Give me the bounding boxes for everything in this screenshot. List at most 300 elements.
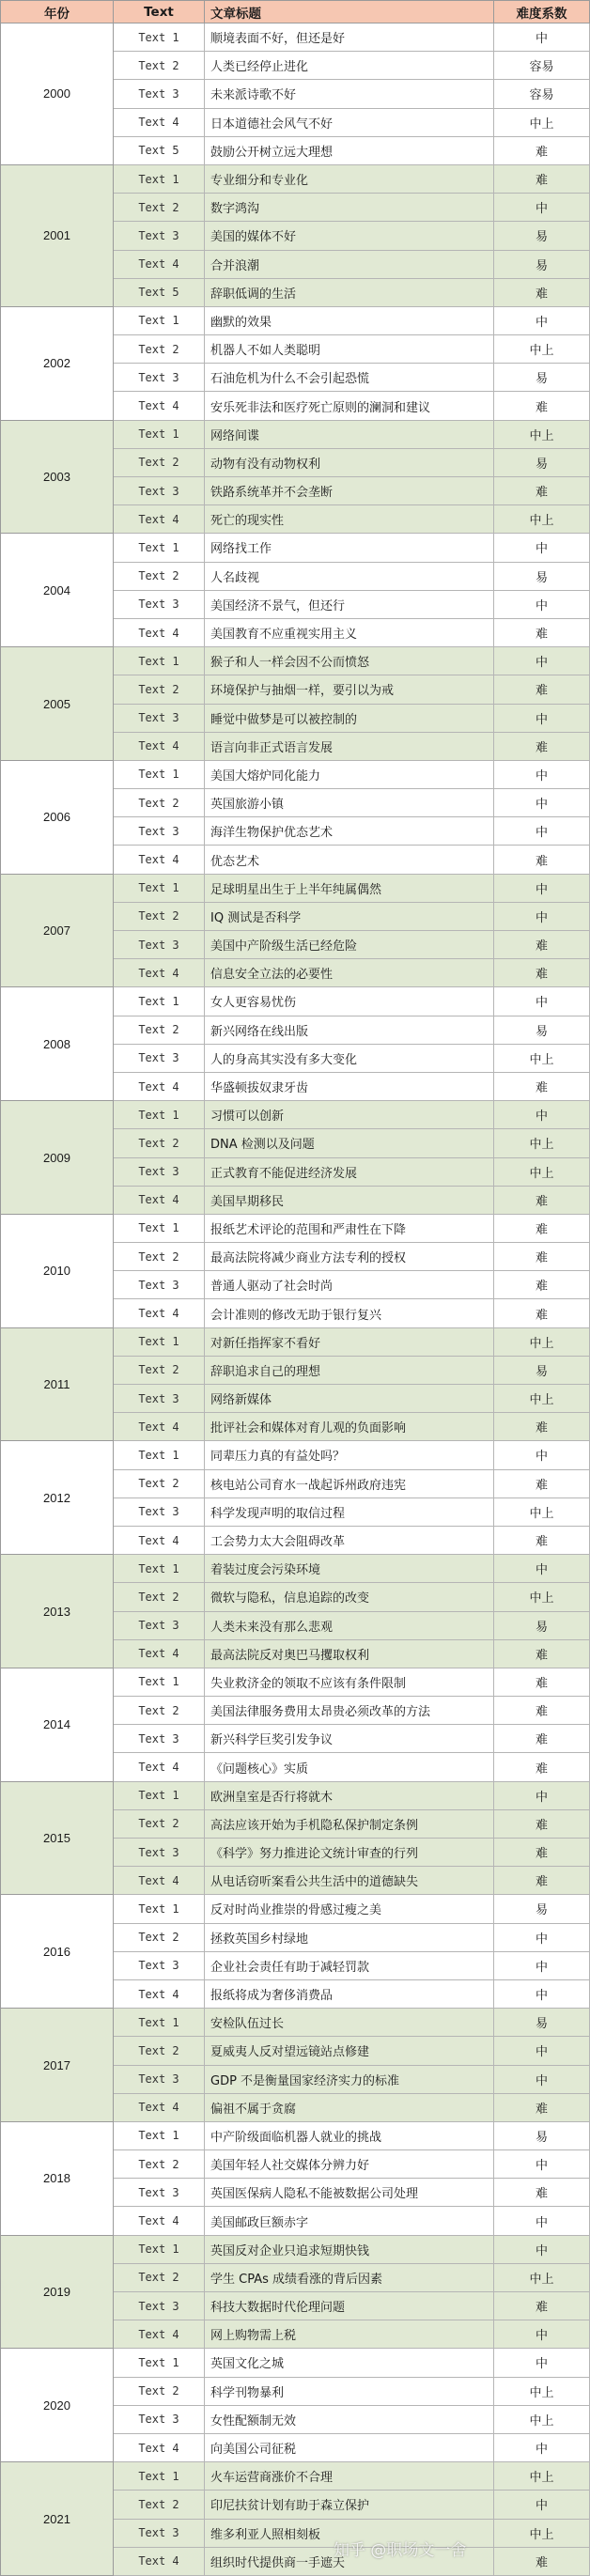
difficulty-cell: 易 bbox=[494, 1611, 590, 1639]
difficulty-cell: 中 bbox=[494, 2235, 590, 2263]
year-cell: 2005 bbox=[1, 647, 114, 761]
year-cell: 2000 bbox=[1, 23, 114, 165]
difficulty-cell: 中上 bbox=[494, 505, 590, 534]
difficulty-cell: 难 bbox=[494, 618, 590, 646]
year-cell: 2006 bbox=[1, 760, 114, 874]
text-cell: Text 1 bbox=[114, 1668, 205, 1696]
title-cell: 报纸将成为奢侈消费品 bbox=[205, 1979, 494, 2008]
difficulty-cell: 中 bbox=[494, 2491, 590, 2519]
difficulty-cell: 中 bbox=[494, 760, 590, 788]
title-cell: 工会势力太大会阻碍改革 bbox=[205, 1526, 494, 1554]
difficulty-cell: 难 bbox=[494, 392, 590, 420]
difficulty-cell: 中上 bbox=[494, 1583, 590, 1611]
title-cell: 欧洲皇室是否行将就木 bbox=[205, 1781, 494, 1809]
difficulty-cell: 难 bbox=[494, 1413, 590, 1441]
text-cell: Text 2 bbox=[114, 335, 205, 364]
difficulty-cell: 中 bbox=[494, 902, 590, 930]
text-cell: Text 2 bbox=[114, 2263, 205, 2291]
difficulty-cell: 易 bbox=[494, 222, 590, 250]
title-cell: 《问题核心》实质 bbox=[205, 1753, 494, 1781]
difficulty-cell: 易 bbox=[494, 2009, 590, 2037]
title-cell: GDP 不是衡量国家经济实力的标准 bbox=[205, 2065, 494, 2093]
title-cell: 美国教育不应重视实用主义 bbox=[205, 618, 494, 646]
year-cell: 2009 bbox=[1, 1101, 114, 1215]
title-cell: 英国反对企业只追求短期快钱 bbox=[205, 2235, 494, 2263]
text-cell: Text 1 bbox=[114, 23, 205, 52]
text-cell: Text 3 bbox=[114, 477, 205, 505]
table-row bbox=[1, 2235, 590, 2263]
title-cell: 着装过度会污染环境 bbox=[205, 1555, 494, 1583]
text-cell: Text 4 bbox=[114, 1753, 205, 1781]
text-cell: Text 3 bbox=[114, 2519, 205, 2547]
difficulty-cell: 中 bbox=[494, 647, 590, 675]
text-cell: Text 4 bbox=[114, 250, 205, 278]
title-cell: 向美国公司征税 bbox=[205, 2433, 494, 2461]
difficulty-cell: 中上 bbox=[494, 2405, 590, 2433]
header-difficulty: 难度系数 bbox=[494, 1, 590, 23]
table-row bbox=[1, 1668, 590, 1696]
text-cell: Text 4 bbox=[114, 618, 205, 646]
table-row bbox=[1, 420, 590, 448]
text-cell: Text 3 bbox=[114, 2292, 205, 2320]
text-cell: Text 1 bbox=[114, 760, 205, 788]
text-cell: Text 2 bbox=[114, 1809, 205, 1838]
title-cell: 美国年轻人社交媒体分辨力好 bbox=[205, 2150, 494, 2179]
title-cell: 拯救英国乡村绿地 bbox=[205, 1923, 494, 1951]
title-cell: 最高法院反对奥巴马攫取权利 bbox=[205, 1639, 494, 1668]
difficulty-cell: 中 bbox=[494, 534, 590, 562]
text-cell: Text 3 bbox=[114, 1951, 205, 1979]
title-cell: 女人更容易忧伤 bbox=[205, 987, 494, 1016]
difficulty-cell: 中 bbox=[494, 1951, 590, 1979]
year-cell: 2017 bbox=[1, 2009, 114, 2122]
title-cell: 对新任指挥家不看好 bbox=[205, 1327, 494, 1356]
difficulty-cell: 中上 bbox=[494, 2377, 590, 2405]
title-cell: 科技大数据时代伦理问题 bbox=[205, 2292, 494, 2320]
title-cell: 美国的媒体不好 bbox=[205, 222, 494, 250]
text-cell: Text 2 bbox=[114, 675, 205, 704]
difficulty-cell: 易 bbox=[494, 364, 590, 392]
text-cell: Text 2 bbox=[114, 448, 205, 476]
text-cell: Text 1 bbox=[114, 647, 205, 675]
title-cell: 科学发现声明的取信过程 bbox=[205, 1497, 494, 1526]
difficulty-cell: 难 bbox=[494, 1639, 590, 1668]
title-cell: 足球明星出生于上半年纯属偶然 bbox=[205, 874, 494, 902]
table-row bbox=[1, 1555, 590, 1583]
text-cell: Text 4 bbox=[114, 1867, 205, 1895]
text-cell: Text 2 bbox=[114, 1356, 205, 1384]
title-cell: 美国大熔炉同化能力 bbox=[205, 760, 494, 788]
text-cell: Text 1 bbox=[114, 2462, 205, 2491]
text-cell: Text 1 bbox=[114, 1895, 205, 1923]
difficulty-cell: 中上 bbox=[494, 1157, 590, 1186]
difficulty-cell: 中 bbox=[494, 1979, 590, 2008]
table-row bbox=[1, 1441, 590, 1469]
title-cell: 安乐死非法和医疗死亡原则的澜洞和建议 bbox=[205, 392, 494, 420]
year-cell: 2019 bbox=[1, 2235, 114, 2349]
title-cell: 网络找工作 bbox=[205, 534, 494, 562]
difficulty-cell: 中 bbox=[494, 874, 590, 902]
text-cell: Text 4 bbox=[114, 1072, 205, 1100]
title-cell: 机器人不如人类聪明 bbox=[205, 335, 494, 364]
title-cell: 夏威夷人反对望远镜站点修建 bbox=[205, 2037, 494, 2065]
difficulty-cell: 中 bbox=[494, 2065, 590, 2093]
difficulty-cell: 中上 bbox=[494, 1327, 590, 1356]
title-cell: 顺境表面不好，但还是好 bbox=[205, 23, 494, 52]
title-cell: 中产阶级面临机器人就业的挑战 bbox=[205, 2121, 494, 2149]
title-cell: 优态艺术 bbox=[205, 846, 494, 874]
difficulty-cell: 中 bbox=[494, 1555, 590, 1583]
title-cell: 动物有没有动物权利 bbox=[205, 448, 494, 476]
title-cell: DNA 检测以及问题 bbox=[205, 1129, 494, 1157]
difficulty-cell: 易 bbox=[494, 2121, 590, 2149]
title-cell: 幽默的效果 bbox=[205, 306, 494, 334]
table-row bbox=[1, 164, 590, 193]
text-cell: Text 4 bbox=[114, 846, 205, 874]
difficulty-cell: 中上 bbox=[494, 2519, 590, 2547]
title-cell: 微软与隐私，信息追踪的改变 bbox=[205, 1583, 494, 1611]
table-row bbox=[1, 647, 590, 675]
text-cell: Text 3 bbox=[114, 222, 205, 250]
text-cell: Text 1 bbox=[114, 2235, 205, 2263]
header-title: 文章标题 bbox=[205, 1, 494, 23]
text-cell: Text 3 bbox=[114, 1271, 205, 1299]
difficulty-cell: 难 bbox=[494, 1809, 590, 1838]
title-cell: 报纸艺术评论的范围和严肃性在下降 bbox=[205, 1214, 494, 1242]
title-cell: 维多利亚人照相刻板 bbox=[205, 2519, 494, 2547]
title-cell: 未来派诗歌不好 bbox=[205, 80, 494, 108]
title-cell: 美国中产阶级生活已经危险 bbox=[205, 931, 494, 959]
text-cell: Text 2 bbox=[114, 194, 205, 222]
difficulty-cell: 易 bbox=[494, 1356, 590, 1384]
table-body bbox=[1, 23, 590, 2576]
text-cell: Text 1 bbox=[114, 987, 205, 1016]
difficulty-cell: 难 bbox=[494, 675, 590, 704]
text-cell: Text 4 bbox=[114, 392, 205, 420]
title-cell: 高法应该开始为手机隐私保护制定条例 bbox=[205, 1809, 494, 1838]
title-cell: 正式教育不能促进经济发展 bbox=[205, 1157, 494, 1186]
text-cell: Text 3 bbox=[114, 1497, 205, 1526]
header-row bbox=[1, 1, 590, 23]
difficulty-cell: 中上 bbox=[494, 1385, 590, 1413]
title-cell: 美国经济不景气，但还行 bbox=[205, 590, 494, 618]
title-cell: 新兴网络在线出版 bbox=[205, 1016, 494, 1044]
year-cell: 2018 bbox=[1, 2121, 114, 2235]
text-cell: Text 3 bbox=[114, 80, 205, 108]
text-cell: Text 1 bbox=[114, 2121, 205, 2149]
text-cell: Text 1 bbox=[114, 1214, 205, 1242]
header-year: 年份 bbox=[1, 1, 114, 23]
difficulty-cell: 难 bbox=[494, 1753, 590, 1781]
year-cell: 2020 bbox=[1, 2349, 114, 2462]
difficulty-cell: 难 bbox=[494, 1214, 590, 1242]
title-cell: 学生 CPAs 成绩看涨的背后因素 bbox=[205, 2263, 494, 2291]
text-cell: Text 4 bbox=[114, 2433, 205, 2461]
title-cell: 英国医保病人隐私不能被数据公司处理 bbox=[205, 2179, 494, 2207]
table-row bbox=[1, 2121, 590, 2149]
title-cell: 铁路系统革并不会垄断 bbox=[205, 477, 494, 505]
difficulty-cell: 难 bbox=[494, 2179, 590, 2207]
text-cell: Text 3 bbox=[114, 1725, 205, 1753]
difficulty-cell: 中 bbox=[494, 2150, 590, 2179]
table-row bbox=[1, 534, 590, 562]
difficulty-cell: 中 bbox=[494, 1923, 590, 1951]
title-cell: 网上购物需上税 bbox=[205, 2320, 494, 2349]
title-cell: 华盛顿拔奴隶牙齿 bbox=[205, 1072, 494, 1100]
title-cell: 女性配额制无效 bbox=[205, 2405, 494, 2433]
text-cell: Text 1 bbox=[114, 420, 205, 448]
year-cell: 2013 bbox=[1, 1555, 114, 1668]
text-cell: Text 4 bbox=[114, 1186, 205, 1214]
text-cell: Text 2 bbox=[114, 2491, 205, 2519]
text-cell: Text 2 bbox=[114, 789, 205, 817]
table-row bbox=[1, 874, 590, 902]
text-cell: Text 3 bbox=[114, 2065, 205, 2093]
text-cell: Text 2 bbox=[114, 1129, 205, 1157]
text-cell: Text 1 bbox=[114, 1555, 205, 1583]
text-cell: Text 5 bbox=[114, 278, 205, 306]
difficulty-cell: 中上 bbox=[494, 2263, 590, 2291]
text-cell: Text 3 bbox=[114, 2179, 205, 2207]
title-cell: 人的身高其实没有多大变化 bbox=[205, 1044, 494, 1072]
difficulty-cell: 难 bbox=[494, 1526, 590, 1554]
text-cell: Text 5 bbox=[114, 136, 205, 164]
title-cell: 反对时尚业推崇的骨感过瘦之美 bbox=[205, 1895, 494, 1923]
title-cell: IQ 测试是否科学 bbox=[205, 902, 494, 930]
title-cell: 组织时代提供商一手遮天 bbox=[205, 2547, 494, 2575]
difficulty-cell: 中 bbox=[494, 704, 590, 732]
title-cell: 会计准则的修改无助于银行复兴 bbox=[205, 1299, 494, 1327]
text-cell: Text 1 bbox=[114, 2349, 205, 2377]
difficulty-cell: 难 bbox=[494, 2292, 590, 2320]
title-cell: 同辈压力真的有益处吗？ bbox=[205, 1441, 494, 1469]
difficulty-cell: 中 bbox=[494, 1101, 590, 1129]
title-cell: 核电站公司育水一战起诉州政府违宪 bbox=[205, 1469, 494, 1497]
title-cell: 英国旅游小镇 bbox=[205, 789, 494, 817]
text-cell: Text 4 bbox=[114, 2093, 205, 2121]
title-cell: 美国法律服务费用太昂贵必须改革的方法 bbox=[205, 1697, 494, 1725]
text-cell: Text 3 bbox=[114, 817, 205, 846]
title-cell: 人类已经停止进化 bbox=[205, 52, 494, 80]
text-cell: Text 1 bbox=[114, 164, 205, 193]
text-cell: Text 4 bbox=[114, 1639, 205, 1668]
text-cell: Text 2 bbox=[114, 1923, 205, 1951]
difficulty-cell: 中上 bbox=[494, 1044, 590, 1072]
text-cell: Text 2 bbox=[114, 1697, 205, 1725]
title-cell: 美国邮政巨额赤字 bbox=[205, 2207, 494, 2235]
difficulty-cell: 难 bbox=[494, 2547, 590, 2575]
title-cell: 海洋生物保护优态艺术 bbox=[205, 817, 494, 846]
difficulty-cell: 中 bbox=[494, 2207, 590, 2235]
difficulty-cell: 难 bbox=[494, 1243, 590, 1271]
difficulty-cell: 易 bbox=[494, 1016, 590, 1044]
year-cell: 2021 bbox=[1, 2462, 114, 2576]
text-cell: Text 3 bbox=[114, 590, 205, 618]
title-cell: 语言向非正式语言发展 bbox=[205, 732, 494, 760]
year-cell: 2002 bbox=[1, 306, 114, 420]
difficulty-cell: 中上 bbox=[494, 2462, 590, 2491]
difficulty-cell: 难 bbox=[494, 477, 590, 505]
title-cell: 安检队伍过长 bbox=[205, 2009, 494, 2037]
table-row bbox=[1, 2349, 590, 2377]
difficulty-cell: 难 bbox=[494, 1299, 590, 1327]
difficulty-cell: 难 bbox=[494, 1072, 590, 1100]
year-cell: 2004 bbox=[1, 534, 114, 647]
difficulty-cell: 难 bbox=[494, 2093, 590, 2121]
text-cell: Text 2 bbox=[114, 562, 205, 590]
difficulty-cell: 中上 bbox=[494, 420, 590, 448]
text-cell: Text 3 bbox=[114, 1839, 205, 1867]
difficulty-cell: 中上 bbox=[494, 335, 590, 364]
text-cell: Text 3 bbox=[114, 1044, 205, 1072]
year-cell: 2011 bbox=[1, 1327, 114, 1441]
text-cell: Text 2 bbox=[114, 1469, 205, 1497]
text-cell: Text 4 bbox=[114, 108, 205, 136]
difficulty-cell: 中 bbox=[494, 2320, 590, 2349]
year-cell: 2016 bbox=[1, 1895, 114, 2009]
title-cell: 偏祖不属于贪腐 bbox=[205, 2093, 494, 2121]
difficulty-cell: 难 bbox=[494, 278, 590, 306]
text-cell: Text 3 bbox=[114, 704, 205, 732]
difficulty-cell: 中 bbox=[494, 2037, 590, 2065]
title-cell: 死亡的现实性 bbox=[205, 505, 494, 534]
text-cell: Text 4 bbox=[114, 2207, 205, 2235]
difficulty-cell: 中 bbox=[494, 23, 590, 52]
difficulty-cell: 难 bbox=[494, 1186, 590, 1214]
text-cell: Text 4 bbox=[114, 1299, 205, 1327]
text-cell: Text 2 bbox=[114, 1583, 205, 1611]
text-cell: Text 2 bbox=[114, 2377, 205, 2405]
text-cell: Text 3 bbox=[114, 364, 205, 392]
difficulty-cell: 容易 bbox=[494, 80, 590, 108]
text-cell: Text 1 bbox=[114, 874, 205, 902]
difficulty-cell: 中上 bbox=[494, 1129, 590, 1157]
title-cell: 火车运营商涨价不合理 bbox=[205, 2462, 494, 2491]
difficulty-cell: 难 bbox=[494, 732, 590, 760]
difficulty-cell: 中 bbox=[494, 789, 590, 817]
header-text: Text bbox=[114, 1, 205, 23]
title-cell: 批评社会和媒体对育儿观的负面影响 bbox=[205, 1413, 494, 1441]
text-cell: Text 3 bbox=[114, 931, 205, 959]
title-cell: 最高法院将减少商业方法专利的授权 bbox=[205, 1243, 494, 1271]
text-cell: Text 3 bbox=[114, 1385, 205, 1413]
table-row bbox=[1, 23, 590, 52]
title-cell: 英国文化之城 bbox=[205, 2349, 494, 2377]
text-cell: Text 4 bbox=[114, 2547, 205, 2575]
table-row bbox=[1, 306, 590, 334]
title-cell: 石油危机为什么不会引起恐慌 bbox=[205, 364, 494, 392]
table-row bbox=[1, 1101, 590, 1129]
text-cell: Text 4 bbox=[114, 505, 205, 534]
title-cell: 辞职追求自己的理想 bbox=[205, 1356, 494, 1384]
difficulty-cell: 难 bbox=[494, 1839, 590, 1867]
difficulty-cell: 难 bbox=[494, 1867, 590, 1895]
text-cell: Text 4 bbox=[114, 1413, 205, 1441]
table-row bbox=[1, 1214, 590, 1242]
text-cell: Text 4 bbox=[114, 2320, 205, 2349]
title-cell: 信息安全立法的必要性 bbox=[205, 959, 494, 987]
text-cell: Text 3 bbox=[114, 1611, 205, 1639]
difficulty-cell: 中 bbox=[494, 1441, 590, 1469]
title-cell: 人名歧视 bbox=[205, 562, 494, 590]
table-row bbox=[1, 1895, 590, 1923]
difficulty-cell: 易 bbox=[494, 562, 590, 590]
title-cell: 企业社会责任有助于减轻罚款 bbox=[205, 1951, 494, 1979]
difficulty-cell: 中上 bbox=[494, 1497, 590, 1526]
difficulty-cell: 难 bbox=[494, 846, 590, 874]
title-cell: 网络新媒体 bbox=[205, 1385, 494, 1413]
title-cell: 日本道德社会风气不好 bbox=[205, 108, 494, 136]
table-row bbox=[1, 760, 590, 788]
title-cell: 习惯可以创新 bbox=[205, 1101, 494, 1129]
title-cell: 专业细分和专业化 bbox=[205, 164, 494, 193]
text-cell: Text 1 bbox=[114, 306, 205, 334]
title-cell: 网络间谍 bbox=[205, 420, 494, 448]
table-row bbox=[1, 2462, 590, 2491]
title-cell: 鼓励公开树立远大理想 bbox=[205, 136, 494, 164]
text-cell: Text 4 bbox=[114, 959, 205, 987]
difficulty-cell: 难 bbox=[494, 1668, 590, 1696]
title-cell: 普通人驱动了社会时尚 bbox=[205, 1271, 494, 1299]
table-row bbox=[1, 1327, 590, 1356]
title-cell: 新兴科学巨奖引发争议 bbox=[205, 1725, 494, 1753]
title-cell: 从电话窃听案看公共生活中的道德缺失 bbox=[205, 1867, 494, 1895]
title-cell: 失业救济金的领取不应该有条件限制 bbox=[205, 1668, 494, 1696]
text-cell: Text 2 bbox=[114, 1243, 205, 1271]
difficulty-cell: 中 bbox=[494, 590, 590, 618]
title-cell: 科学刊物暴利 bbox=[205, 2377, 494, 2405]
text-cell: Text 1 bbox=[114, 1781, 205, 1809]
difficulty-cell: 中 bbox=[494, 817, 590, 846]
text-cell: Text 4 bbox=[114, 1979, 205, 2008]
title-cell: 环境保护与抽烟一样，要引以为戒 bbox=[205, 675, 494, 704]
title-cell: 印尼扶贫计划有助于森立保护 bbox=[205, 2491, 494, 2519]
text-cell: Text 2 bbox=[114, 1016, 205, 1044]
difficulty-cell: 难 bbox=[494, 1469, 590, 1497]
difficulty-cell: 难 bbox=[494, 1725, 590, 1753]
difficulty-cell: 中 bbox=[494, 2349, 590, 2377]
table-row bbox=[1, 1781, 590, 1809]
year-cell: 2007 bbox=[1, 874, 114, 987]
text-cell: Text 1 bbox=[114, 1327, 205, 1356]
text-cell: Text 2 bbox=[114, 2150, 205, 2179]
text-cell: Text 2 bbox=[114, 902, 205, 930]
year-cell: 2008 bbox=[1, 987, 114, 1101]
title-cell: 《科学》努力推进论文统计审查的行列 bbox=[205, 1839, 494, 1867]
difficulty-cell: 易 bbox=[494, 1895, 590, 1923]
year-cell: 2012 bbox=[1, 1441, 114, 1555]
title-cell: 辞职低调的生活 bbox=[205, 278, 494, 306]
year-cell: 2003 bbox=[1, 420, 114, 534]
text-cell: Text 1 bbox=[114, 1101, 205, 1129]
text-cell: Text 4 bbox=[114, 732, 205, 760]
difficulty-cell: 难 bbox=[494, 1697, 590, 1725]
title-cell: 睡觉中做梦是可以被控制的 bbox=[205, 704, 494, 732]
watermark: 知乎 @职场文一舍 bbox=[334, 2541, 467, 2560]
text-cell: Text 3 bbox=[114, 1157, 205, 1186]
year-cell: 2015 bbox=[1, 1781, 114, 1895]
text-cell: Text 2 bbox=[114, 52, 205, 80]
difficulty-cell: 中 bbox=[494, 987, 590, 1016]
title-cell: 合并浪潮 bbox=[205, 250, 494, 278]
difficulty-cell: 易 bbox=[494, 250, 590, 278]
difficulty-cell: 难 bbox=[494, 959, 590, 987]
text-cell: Text 1 bbox=[114, 534, 205, 562]
title-cell: 猴子和人一样会因不公而愤怒 bbox=[205, 647, 494, 675]
difficulty-cell: 难 bbox=[494, 164, 590, 193]
difficulty-cell: 中 bbox=[494, 1781, 590, 1809]
table-row bbox=[1, 987, 590, 1016]
